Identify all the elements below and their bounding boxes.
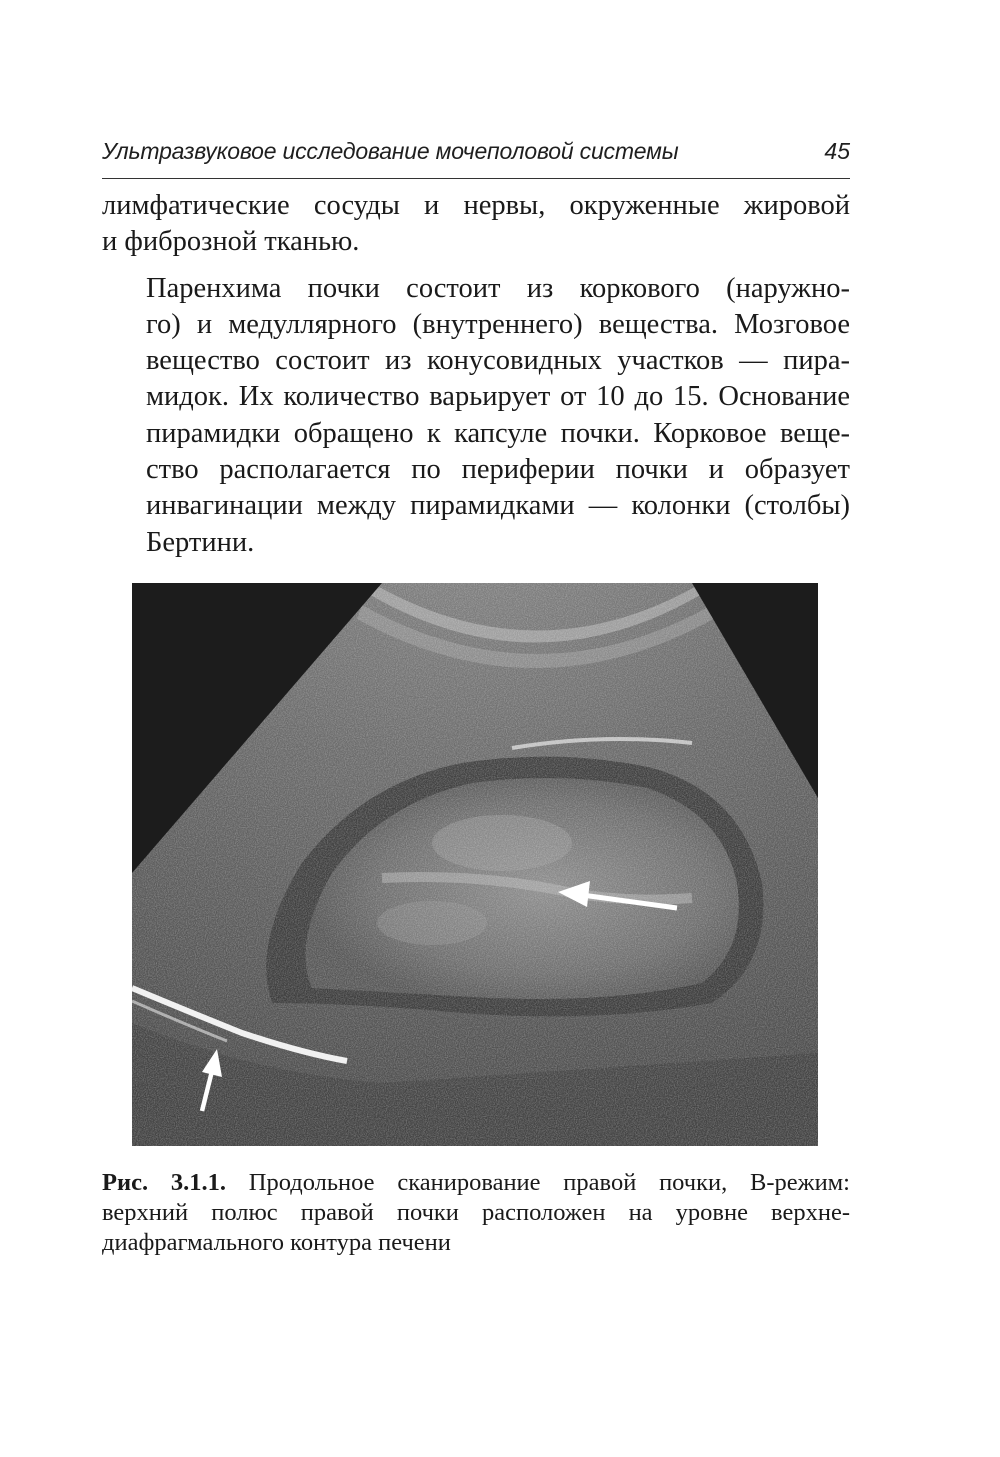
ultrasound-figure [132, 583, 818, 1146]
text-line: го) и медуллярного (внутреннего) вещества. Мозговое [146, 308, 850, 340]
text-line: инвагинации между пирамидками — колонки (столбы) [146, 490, 850, 522]
caption-line: верхний полюс правой почки расположен на уровне верхне- [102, 1199, 850, 1226]
paragraph-1 [102, 188, 850, 261]
text-line: ство располагается по периферии почки и образует [146, 454, 850, 486]
text-line: лимфатические сосуды и нервы, окруженные жировой [102, 190, 850, 221]
text-line: пирамидки обращено к капсуле почки. Корковое веще- [146, 417, 850, 449]
page-number: 45 [824, 138, 850, 164]
caption-text: Продольное сканирование правой почки, В-режим: [225, 1169, 850, 1196]
running-header [102, 138, 850, 176]
body-text [102, 188, 850, 561]
caption-label: Рис. 3.1.1. [102, 1169, 226, 1196]
header-divider [102, 178, 850, 179]
text-line: вещество состоит из конусовидных участков — пира- [146, 345, 850, 377]
text-line: мидок. Их количество варьирует от 10 до 15. Основание [146, 381, 850, 413]
text-line: и фиброзной тканью. [102, 226, 360, 258]
text-line: Паренхима почки состоит из коркового (наружно- [146, 272, 850, 304]
paragraph-2 [102, 271, 850, 561]
ultrasound-image [132, 583, 818, 1146]
caption-line [102, 1168, 850, 1198]
text-line: Бертини. [146, 526, 255, 558]
caption-line: диафрагмального контура печени [102, 1229, 451, 1256]
figure-caption [102, 1168, 850, 1258]
running-title: Ультразвуковое исследование мочеполовой системы [102, 138, 679, 164]
